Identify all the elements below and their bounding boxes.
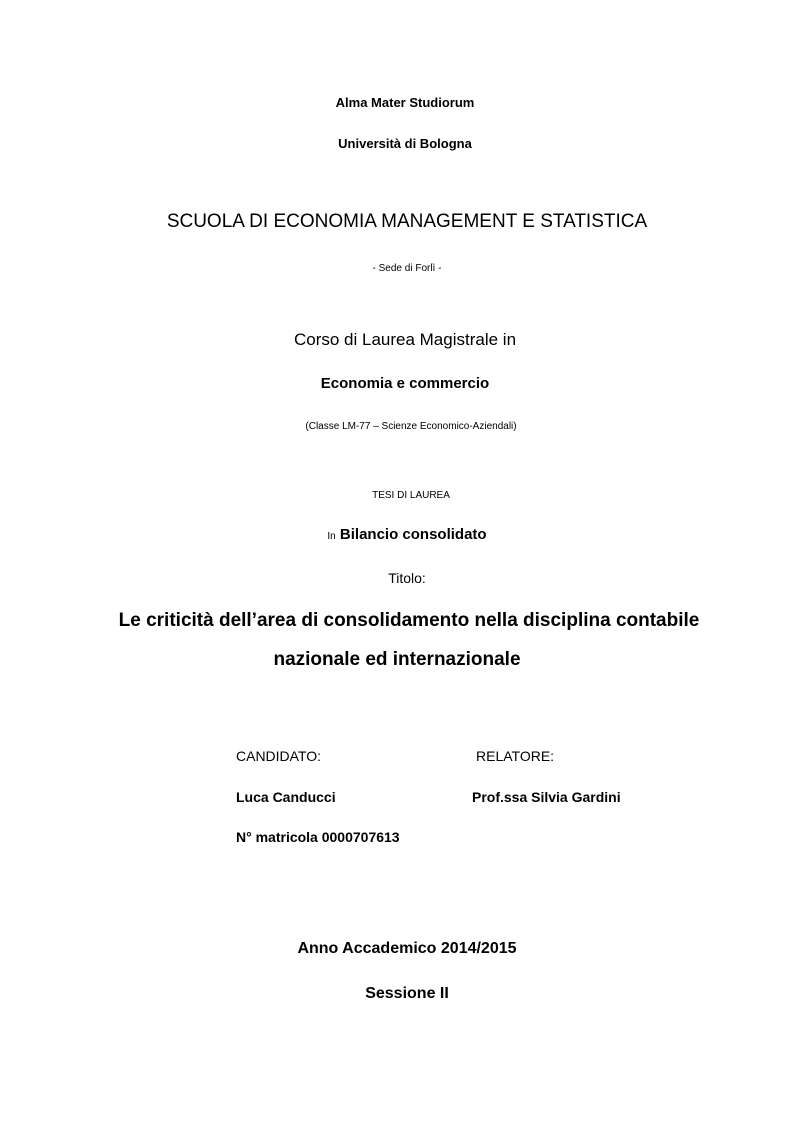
session: Sessione II [365, 985, 449, 1002]
candidate-id-number: N° matricola 0000707613 [236, 829, 400, 845]
candidate-label: CANDIDATO: [236, 748, 322, 764]
thesis-title-line-2: nazionale ed internazionale [273, 649, 521, 670]
course-intro: Corso di Laurea Magistrale in [293, 330, 517, 349]
thesis-subject-prefix: In [327, 531, 336, 542]
title-label: Titolo: [388, 570, 426, 586]
thesis-subject: Bilancio consolidato [339, 526, 487, 543]
school-name: SCUOLA DI ECONOMIA MANAGEMENT E STATISTICA [166, 211, 648, 232]
course-class: (Classe LM-77 – Scienze Economico-Aziendali) [305, 421, 517, 432]
supervisor-name: Prof.ssa Silvia Gardini [472, 789, 621, 805]
course-name: Economia e commercio [320, 375, 490, 392]
supervisor-label: RELATORE: [476, 748, 555, 764]
thesis-title-line-1: Le criticità dell’area di consolidamento nella disciplina contabile [118, 610, 700, 631]
academic-year: Anno Accademico 2014/2015 [297, 940, 517, 957]
candidate-name: Luca Canducci [236, 789, 336, 805]
thesis-subject-line [10, 526, 794, 543]
university-name: Università di Bologna [338, 136, 472, 151]
institution-name: Alma Mater Studiorum [335, 95, 475, 110]
thesis-type: TESI DI LAUREA [372, 490, 450, 501]
campus-location: - Sede di Forlì - [372, 263, 442, 274]
